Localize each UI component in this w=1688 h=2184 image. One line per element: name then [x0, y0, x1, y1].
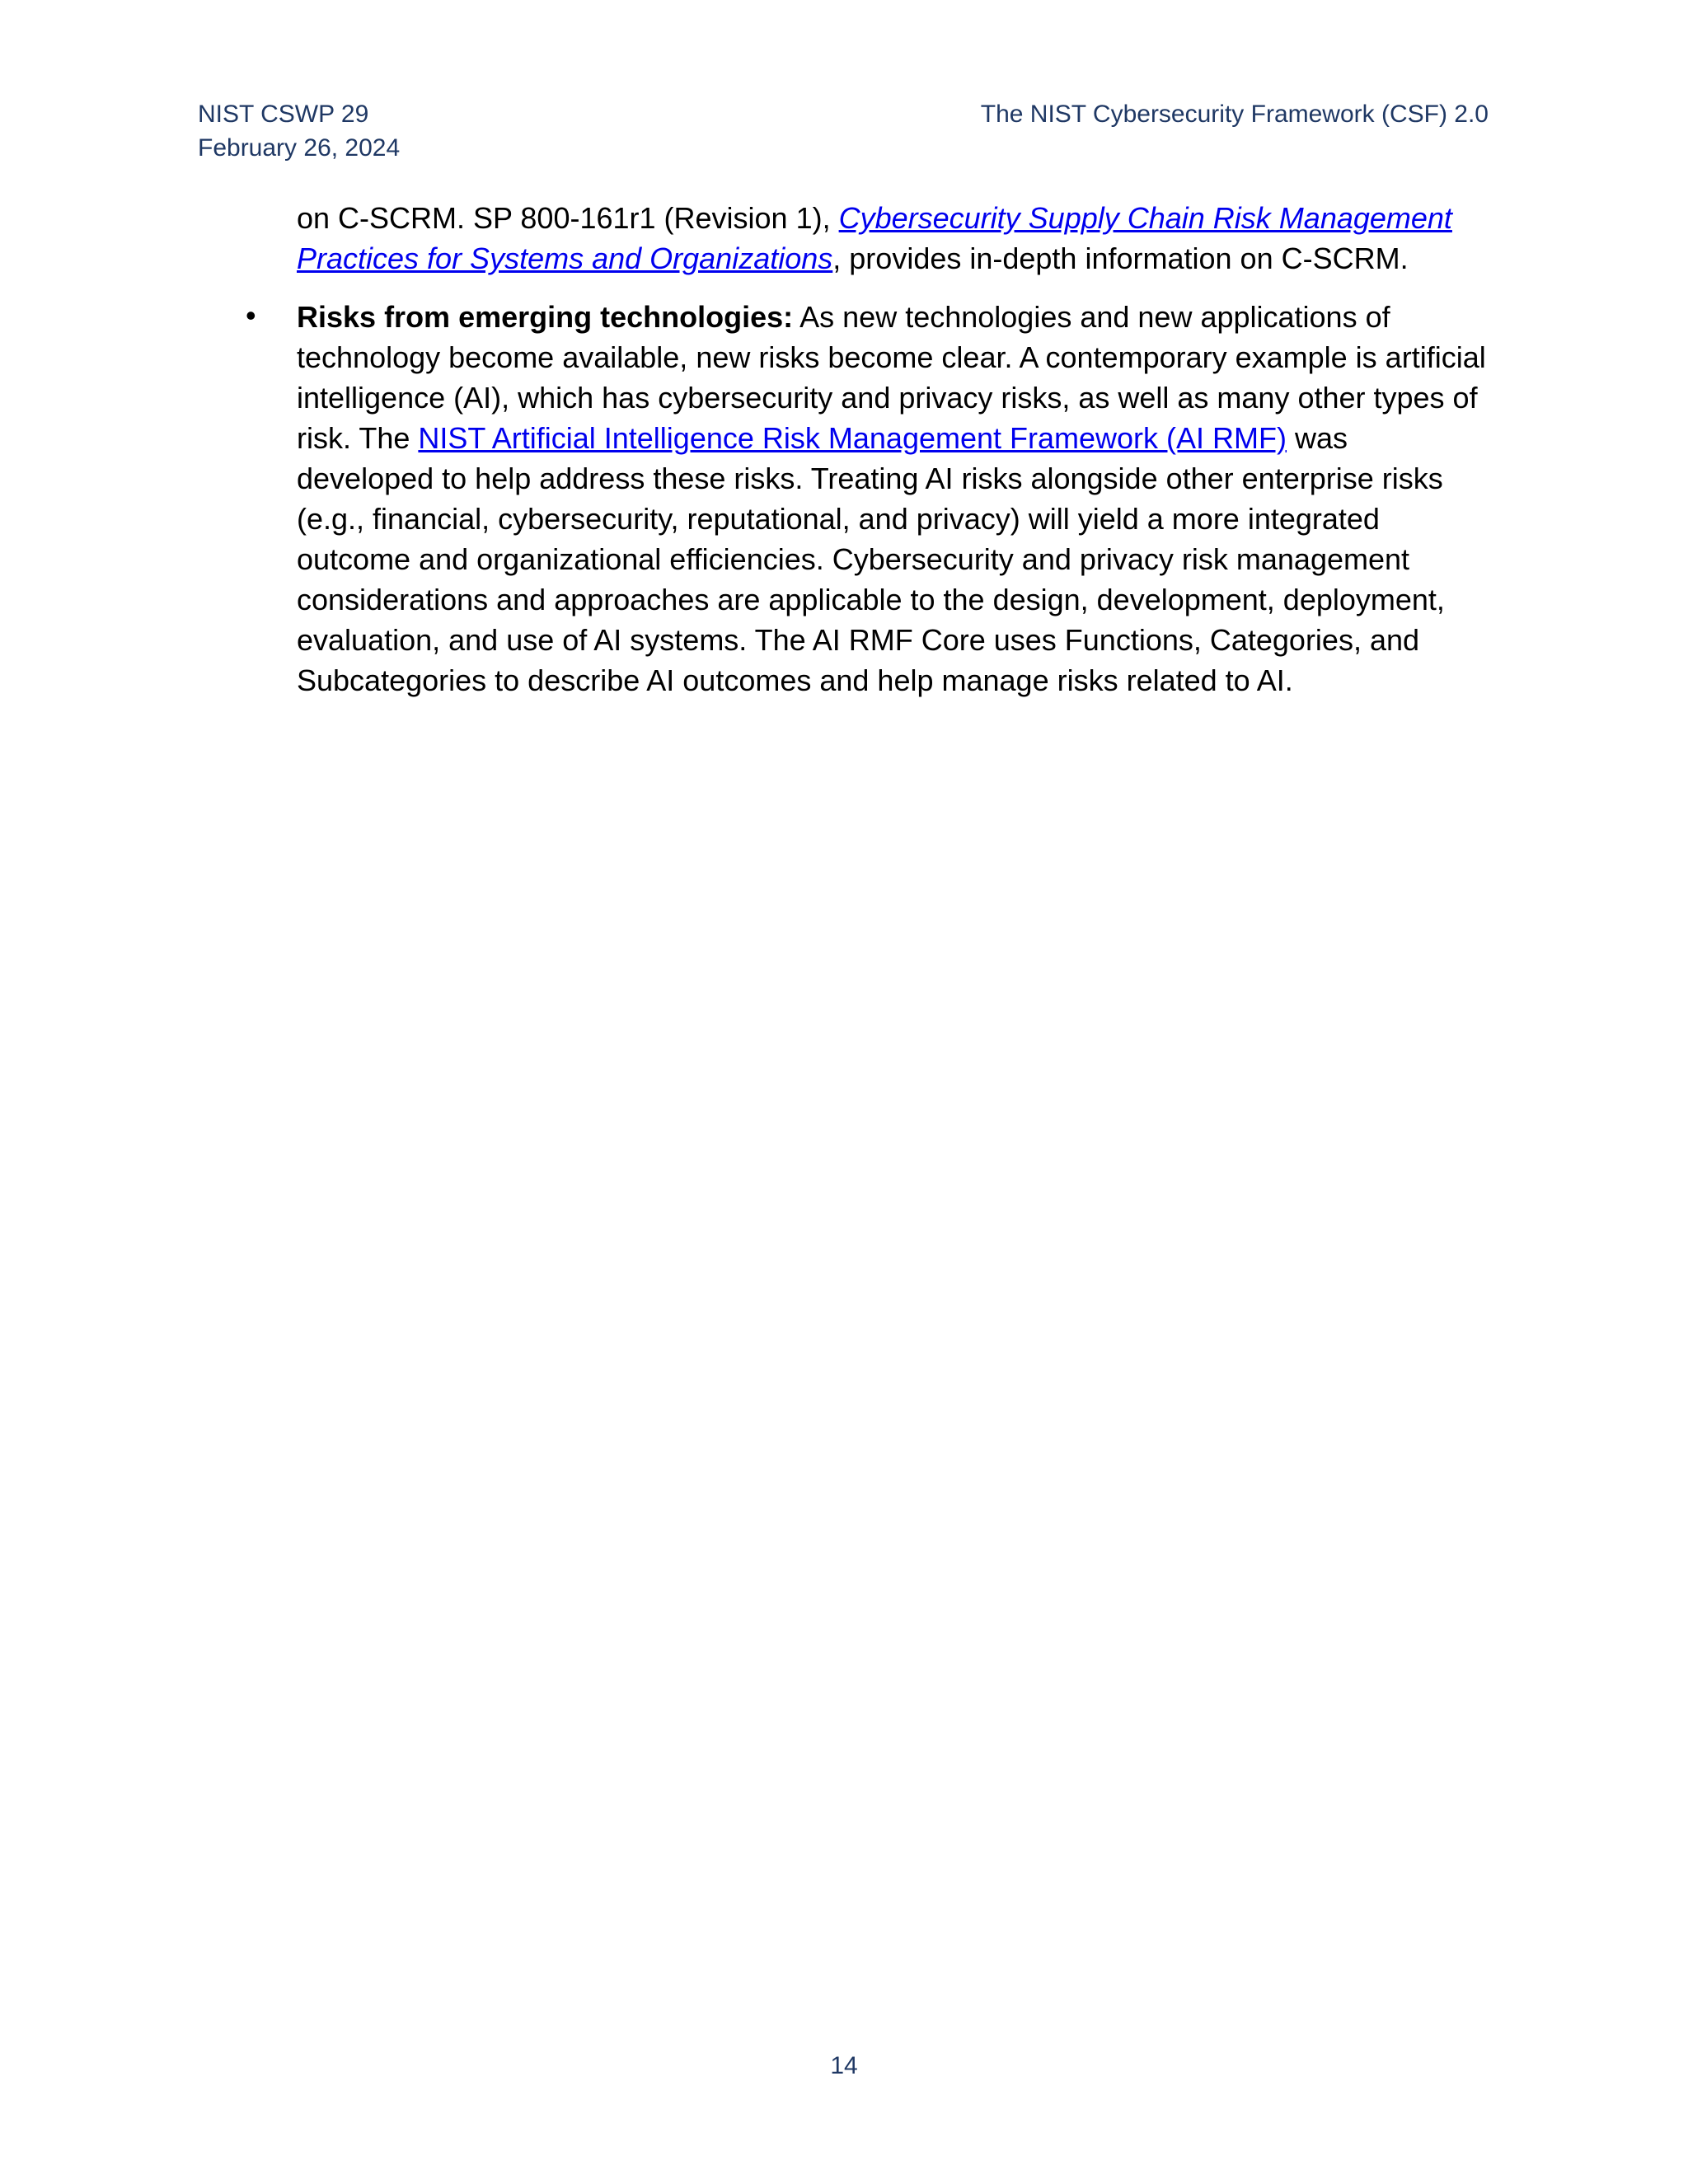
continuation-suffix: , provides in-depth information on C-SCRM. [832, 241, 1409, 275]
doc-id: NIST CSWP 29 [198, 101, 369, 128]
bullet-marker: • [246, 298, 256, 332]
bullet-text-after-link: was developed to help address these risks. Treating AI risks alongside other enterprise risks (e.g., financial, cybersecurity, reputational, and privacy) will yield a more integrated outcome and organizational efficiencies. Cybersecurity and privacy risk management considerations and approaches are applicable to the design, development, deployment, evaluation, and use of AI systems. The AI RMF Core uses Functions, Categories, and Subcategories to describe AI outcomes and help manage risks related to AI. [297, 421, 1445, 697]
page-number: 14 [830, 2052, 858, 2079]
bullet-heading: Risks from emerging technologies: [297, 300, 794, 334]
doc-date: February 26, 2024 [198, 134, 401, 162]
header-left [198, 97, 400, 165]
c-scrm-link[interactable]: Cybersecurity Supply Chain Risk Management Practices for Systems and Organizations [297, 201, 1452, 275]
bullet-text-before-link: As new technologies and new applications of technology become available, new risks become clear. A contemporary example is artificial intelligence (AI), which has cybersecurity and privacy risks, as well as many other types of risk. The [297, 300, 1486, 455]
continuation-paragraph [297, 198, 1492, 279]
header-title: The NIST Cybersecurity Framework (CSF) 2.0 [980, 101, 1489, 128]
ai-rmf-link[interactable]: NIST Artificial Intelligence Risk Management Framework (AI RMF) [418, 421, 1287, 455]
continuation-prefix: on C-SCRM. SP 800-161r1 (Revision 1), [297, 201, 839, 235]
emerging-tech-paragraph [297, 297, 1492, 701]
